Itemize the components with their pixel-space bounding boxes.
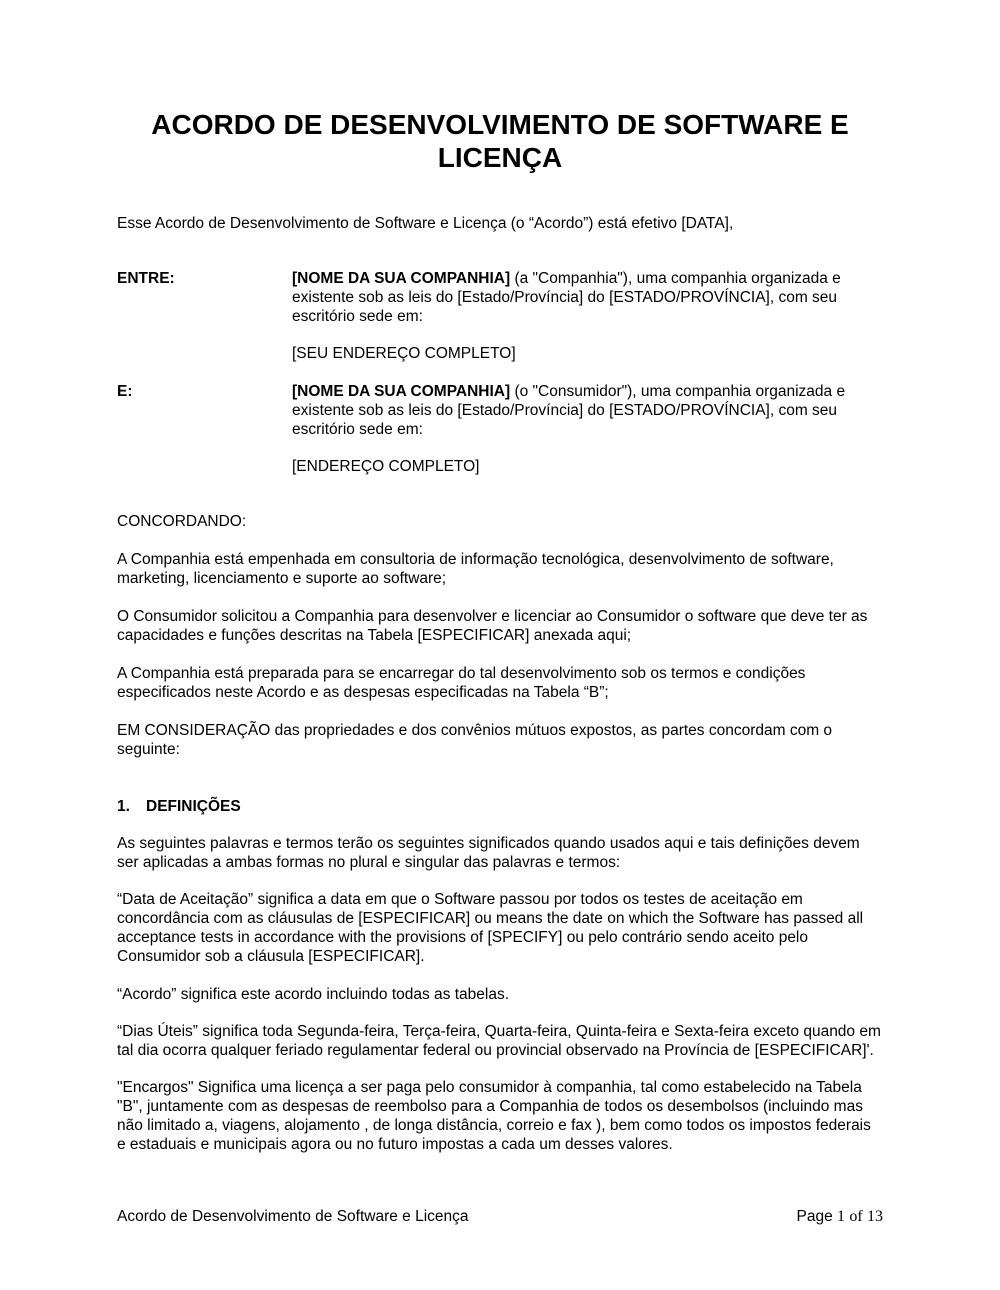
effective-date-line: Esse Acordo de Desenvolvimento de Software e Licença (o “Acordo”) está efetivo [DATA],	[117, 215, 734, 232]
definition-paragraph: “Dias Úteis” significa toda Segunda-feira, Terça-feira, Quarta-feira, Quinta-feira e Sexta-feira exceto quando em tal dia ocorra qualquer feriado regulamentar federal ou provincial observado na Província de [ESPECIFICAR]'.	[117, 1023, 881, 1059]
section-heading	[117, 797, 883, 816]
recital-paragraph: A Companhia está empenhada em consultoria de informação tecnológica, desenvolvimento de software, marketing, licenciamento e suporte ao software;	[117, 551, 834, 587]
document-title: ACORDO DE DESENVOLVIMENTO DE SOFTWARE E LICENÇA	[151, 109, 849, 173]
section-number: 1.	[117, 798, 130, 815]
page-footer	[117, 1207, 883, 1226]
e-address: [ENDEREÇO COMPLETO]	[292, 458, 480, 475]
party-block-entre	[117, 269, 883, 326]
of-label: of	[849, 1208, 863, 1225]
section-title: DEFINIÇÕES	[146, 798, 241, 815]
recitals-heading: CONCORDANDO:	[117, 513, 247, 530]
recital-paragraph: O Consumidor solicitou a Companhia para desenvolver e licenciar ao Consumidor o software que deve ter as capacidades e funções descritas na Tabela [ESPECIFICAR] anexada aqui;	[117, 608, 868, 644]
e-label: E:	[117, 383, 133, 400]
entre-address: [SEU ENDEREÇO COMPLETO]	[292, 345, 516, 362]
page-label: Page	[796, 1208, 833, 1225]
company-name-bold: [NOME DA SUA COMPANHIA]	[292, 383, 511, 400]
company-name-bold: [NOME DA SUA COMPANHIA]	[292, 270, 511, 287]
definition-paragraph: “Acordo” significa este acordo incluindo todas as tabelas.	[117, 986, 510, 1003]
page-indicator	[797, 1207, 883, 1226]
page-count: 13	[867, 1208, 883, 1225]
definition-paragraph: "Encargos" Significa uma licença a ser paga pelo consumidor à companhia, tal como estabelecido na Tabela "B", juntamente com as despesas de reembolso para a Companhia de todos os desembolsos (incluindo mas não limitado a, viagens, alojamento , de longa distância, correio e fax ), bem como todos os impostos federais e estaduais e municipais agora ou no futuro impostas a cada um desses valores.	[117, 1079, 871, 1153]
entre-label: ENTRE:	[117, 270, 175, 287]
recital-paragraph: A Companhia está preparada para se encarregar do tal desenvolvimento sob os termos e condições especificados neste Acordo e as despesas especificadas na Tabela “B”;	[117, 665, 806, 701]
e-text	[292, 382, 883, 439]
definition-paragraph: “Data de Aceitação” significa a data em que o Software passou por todos os testes de aceitação em concordância com as cláusulas de [ESPECIFICAR] ou means the date on which the Software has passed all acceptance tests in accordance with the provisions of [SPECIFY] ou pelo contrário sendo aceito pelo Consumidor sob a cláusula [ESPECIFICAR].	[117, 891, 864, 965]
definition-paragraph: As seguintes palavras e termos terão os seguintes significados quando usados aqui e tais definições devem ser aplicadas a ambas formas no plural e singular das palavras e termos:	[117, 835, 860, 871]
footer-document-title: Acordo de Desenvolvimento de Software e Licença	[117, 1208, 469, 1225]
entre-text	[292, 269, 883, 326]
e-description: (o "Consumidor"), uma companhia organizada e existente sob as leis do [Estado/Província] do [ESTADO/PROVÍNCIA], com seu escritório sede em:	[292, 383, 846, 438]
entre-description: (a "Companhia"), uma companhia organizada e existente sob as leis do [Estado/Província] do [ESTADO/PROVÍNCIA], com seu escritório sede em:	[292, 270, 841, 325]
recital-paragraph: EM CONSIDERAÇÃO das propriedades e dos convênios mútuos expostos, as partes concordam com o seguinte:	[117, 722, 833, 758]
page-number: 1	[837, 1208, 846, 1225]
party-block-e	[117, 382, 883, 439]
